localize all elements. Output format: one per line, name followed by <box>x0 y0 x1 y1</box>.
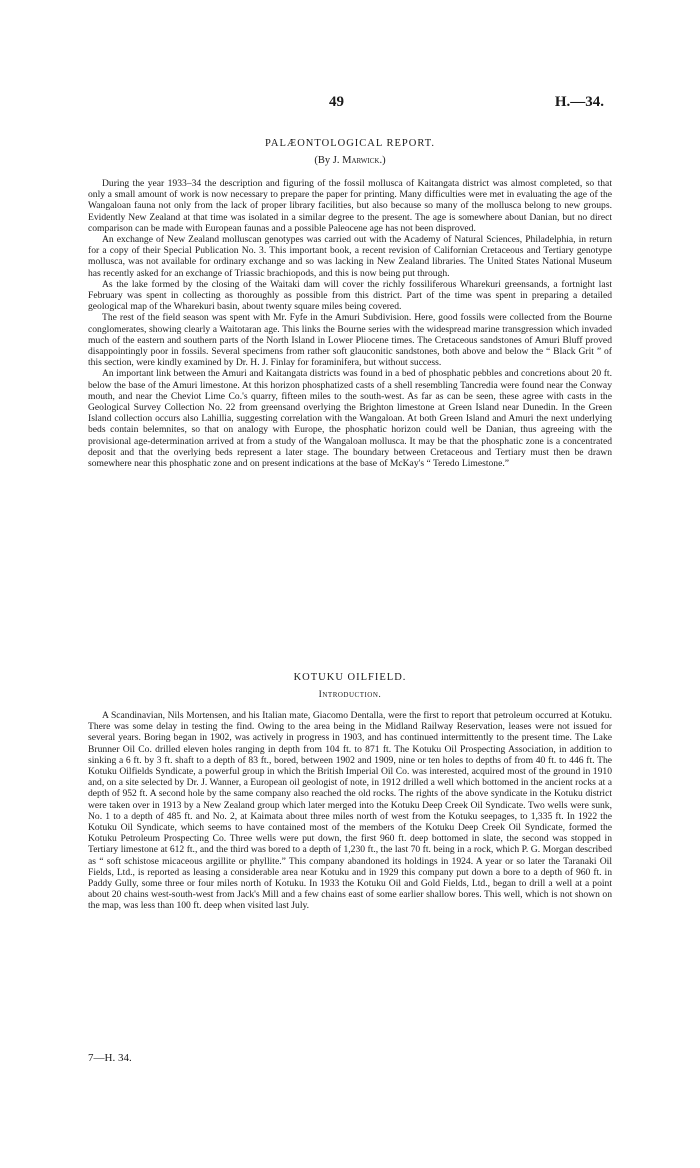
author-suffix: .) <box>379 155 386 166</box>
page-number: 49 <box>329 94 344 110</box>
report-author <box>88 155 612 166</box>
report-paragraph: The rest of the field season was spent with Mr. Fyfe in the Amuri Subdivision. Here, good fossils were collected from the Bourne conglomerates, showing clearly a Waitotaran age. This links the Bourne series with the widespread marine transgression which invaded much of the eastern and southern parts of the North Island in Lower Pliocene times. The Cretaceous sandstones of Amuri Bluff proved disappointingly poor in fossils. Several specimens from rather soft glauconitic sandstones, both above and below the “ Black Grit ” of this section, were kindly examined by Dr. H. J. Finlay for foraminifera, but without success. <box>88 312 612 369</box>
author-prefix: (By J. <box>314 155 340 166</box>
kotuku-oilfield-section <box>88 672 612 912</box>
report-title: PALÆONTOLOGICAL REPORT. <box>265 138 435 149</box>
kotuku-subtitle: Introduction. <box>318 689 382 700</box>
report-paragraph: An exchange of New Zealand molluscan genotypes was carried out with the Academy of Natural Sciences, Philadelphia, in return for a copy of their Special Publication No. 3. This important book, a recent revision of Californian Cretaceous and Tertiary genotype mollusca, was not available for ordinary exchange and so was lacking in New Zealand libraries. The United States National Museum has recently asked for an exchange of Triassic brachiopods, and this is now being put through. <box>88 234 612 279</box>
document-reference: H.—34. <box>554 94 604 110</box>
palaeontological-report-section <box>88 138 612 469</box>
report-paragraph: During the year 1933–34 the description and figuring of the fossil mollusca of Kaitangata district was almost completed, so that only a small amount of work is now necessary to prepare the paper for printing. Many difficulties were met in evaluating the age of the Wangaloan fauna not only from the lack of proper library facilities, but also because so many of the mollusca belong to new groups. Evidently New Zealand at that time was isolated in a similar degree to the present. The age is somewhere about Danian, but no direct comparison can be made with European faunas and a possible Paleocene age has not been disproved. <box>88 178 612 234</box>
report-paragraph: An important link between the Amuri and Kaitangata districts was found in a bed of phosphatic pebbles and concretions about 20 ft. below the base of the Amuri limestone. At this horizon phosphatized casts of a shell resembling Tancredia were found near the Conway mouth, and near the Cheviot Lime Co.'s quarry, fifteen miles to the south-west. As far as can be seen, these agree with casts in the Geological Survey Collection No. 22 from greensand overlying the Brighton limestone at Green Island near Dunedin. In the Green Island collection occurs also Lahillia, suggesting correlation with the Wangaloan. At both Green Island and Amuri the next underlying beds contain belemnites, so that on analogy with Europe, the phosphatic horizon could well be Danian, thus agreeing with the provisional age-determination arrived at from a study of the Wangaloan mollusca. It may be that the phosphatic zone is a concentrated deposit and that the overlying beds represent a later stage. The boundary between Cretaceous and Tertiary must then be drawn somewhere near this phosphatic zone and on present indications at the base of McKay's “ Teredo Limestone.” <box>88 368 612 470</box>
report-paragraph: As the lake formed by the closing of the Waitaki dam will cover the richly fossiliferous Wharekuri greensands, a fortnight last February was spent in collecting as thoroughly as possible from this district. Part of the time was spent in preparing a detailed geological map of the Wharekuri basin, about twenty square miles being covered. <box>88 278 612 313</box>
page-signature: 7—H. 34. <box>88 1052 132 1064</box>
page-header <box>0 94 700 114</box>
kotuku-title: KOTUKU OILFIELD. <box>293 672 407 683</box>
author-name: Marwick <box>342 155 380 166</box>
kotuku-paragraph: A Scandinavian, Nils Mortensen, and his Italian mate, Giacomo Dentalla, were the first to report that petroleum occurred at Kotuku. There was some delay in testing the find. Owing to the area being in the Midland Railway Reservation, leases were not issued for several years. Boring began in 1902, was actively in progress in 1903, and has continued intermittently to the present time. The Lake Brunner Oil Co. drilled eleven holes ranging in depth from 104 ft. to 871 ft. The Kotuku Oil Prospecting Association, in addition to sinking a 6 ft. by 3 ft. shaft to a depth of 83 ft., bored, between 1902 and 1909, nine or ten holes to depths of from 40 ft. to 446 ft. The Kotuku Oilfields Syndicate, a powerful group in which the British Imperial Oil Co. was interested, acquired most of the ground in 1910 and, on a site selected by Dr. J. Wanner, a European oil geologist of note, in 1912 drilled a well which bottomed in the ancient rocks at a depth of 952 ft. A second hole by the same company also reached the old rocks. The rights of the above syndicate in the Kotuku district were taken over in 1913 by a New Zealand group which later merged into the Kotuku Deep Creek Oil Syndicate. Two wells were sunk, No. 1 to a depth of 485 ft. and No. 2, at Kaimata about three miles north of west from the Kotuku seepages, to 1,335 ft. In 1922 the Kotuku Oil Syndicate, which seems to have contained most of the members of the Kotuku Deep Creek Oil Syndicate, formed the Kotuku Petroleum Prospecting Co. Three wells were put down, the first 960 ft. deep bottomed in slate, the second was stopped in Tertiary limestone at 612 ft., and the third was bored to a depth of 1,230 ft., the last 70 ft. being in a rock, which P. G. Morgan described as “ soft schistose micaceous argillite or phyllite.” This company abandoned its holdings in 1924. A year or so later the Taranaki Oil Fields, Ltd., is reported as leasing a considerable area near Kotuku and in 1929 this company put down a bore to a depth of 960 ft. in Paddy Gully, some three or four miles north of Kotuku. In 1933 the Kotuku Oil and Gold Fields, Ltd., began to drill a well at a point about 20 chains west-south-west from Jack's Mill and a few chains east of some earlier shallow bores. This well, which is not shown on the map, was less than 100 ft. deep when visited last July. <box>88 710 612 912</box>
